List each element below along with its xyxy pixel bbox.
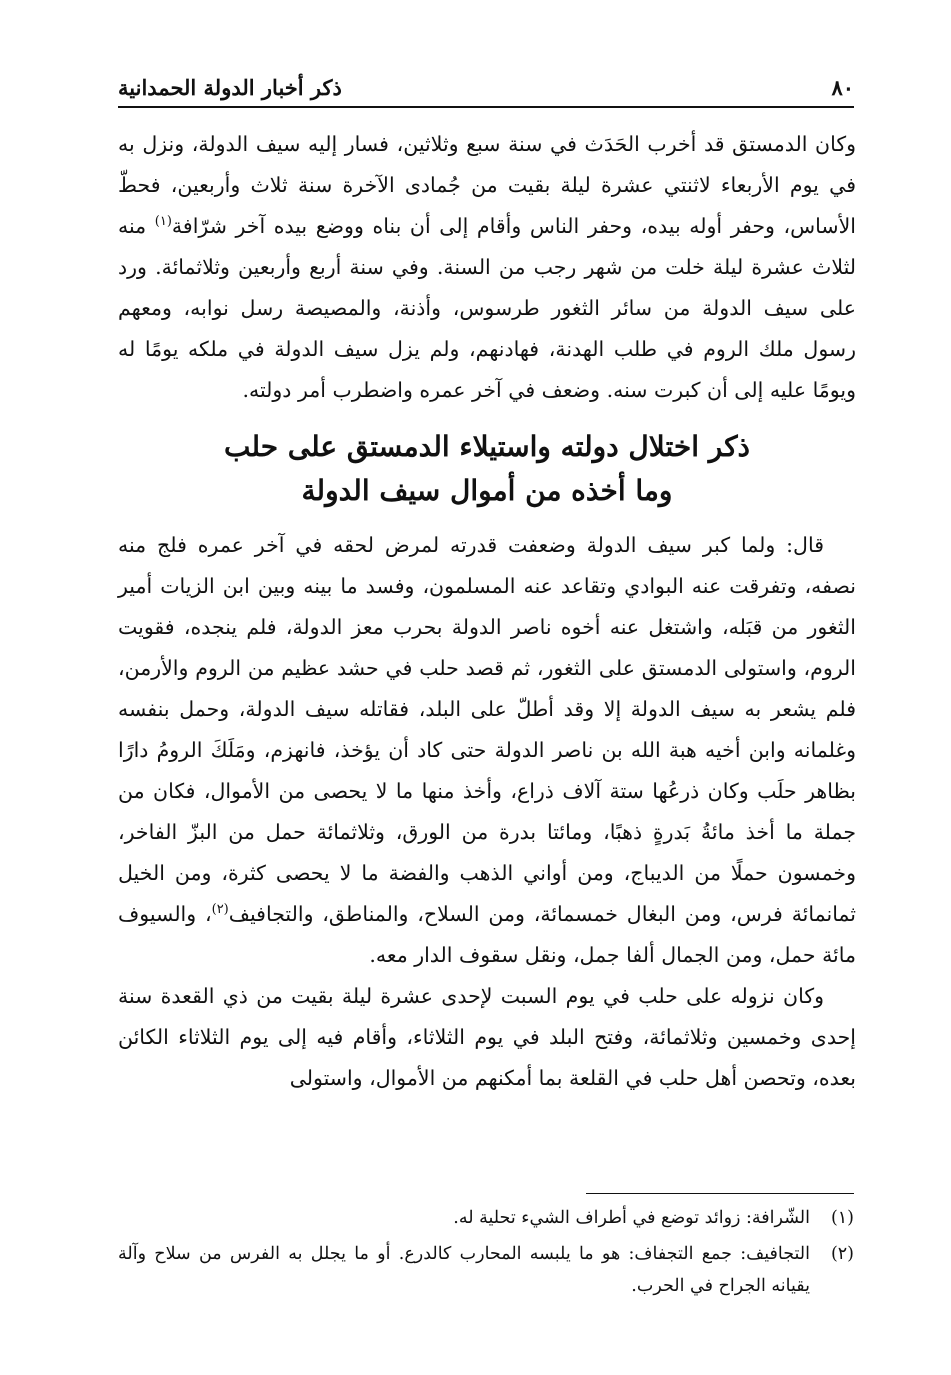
footnote-1-text: الشّرافة: زوائد توضع في أطراف الشيء تحلية له. — [453, 1208, 810, 1228]
section-heading-line-2: وما أخذه من أموال سيف الدولة — [301, 474, 673, 507]
paragraph-1 — [118, 124, 856, 411]
paragraph-2-text-b: ، والسيوف مائة حمل، ومن الجمال ألفا جمل، ونقل سقوف الدار معه. — [118, 902, 856, 967]
footnote-2 — [118, 1238, 854, 1302]
paragraph-2 — [118, 525, 856, 976]
paragraph-1-text-a: وكان الدمستق قد أخرب الحَدَث في سنة سبع وثلاثين، فسار إليه سيف الدولة، ونزل به في يوم الأربعاء لاثنتي عشرة ليلة بقيت من جُمادى الآخرة سنة ثلاث وأربعين، فحطّ الأساس، وحفر أوله بيده، وحفر الناس وأقام إلى أن بناه ووضع بيده آخر شرّافة — [118, 132, 856, 238]
main-text — [118, 124, 856, 1099]
section-heading-line-1: ذكر اختلال دولته واستيلاء الدمستق على حلب — [223, 430, 750, 463]
running-title: ذكر أخبار الدولة الحمدانية — [118, 74, 342, 100]
footnote-ref-2[interactable]: (٢) — [211, 902, 229, 918]
footnotes — [118, 1202, 854, 1306]
paragraph-1-text-b: منه لثلاث عشرة ليلة خلت من شهر رجب من السنة. وفي سنة أربع وأربعين وثلاثمائة. ورد على سيف الدولة من سائر الثغور طرسوس، وأذنة، والمصيصة رسل نوابه، ومعهم رسول ملك الروم في طلب الهدنة، فهادنهم، ولم يزل سيف الدولة في ملكه يومًا له ويومًا عليه إلى أن كبرت سنه. وضعف في آخر عمره واضطرب أمر دولته. — [118, 214, 856, 402]
footnote-2-text: التجافيف: جمع التجفاف: هو ما يلبسه المحارب كالدرع. أو ما يجلل به الفرس من سلاح وآلة يقيانه الجراح في الحرب. — [118, 1244, 810, 1296]
footnote-ref-1[interactable]: (١) — [154, 214, 172, 230]
page-number: ٨٠ — [831, 74, 854, 100]
header-rule — [118, 106, 854, 108]
page-header — [118, 72, 854, 102]
section-heading — [118, 425, 856, 513]
footnote-1 — [118, 1202, 854, 1234]
paragraph-3 — [118, 976, 856, 1099]
footnote-2-number: (٢) — [830, 1244, 854, 1264]
paragraph-2-text-a: قال: ولما كبر سيف الدولة وضعفت قدرته لمرض لحقه في آخر عمره فلج منه نصفه، وتفرقت عنه البوادي وتقاعد عنه المسلمون، وفسد ما بينه وبين ابن الزيات أمير الثغور من قبَله، واشتغل عنه أخوه ناصر الدولة بحرب معز الدولة، فلم ينجده، فقويت الروم، واستولى الدمستق على الثغور، ثم قصد حلب في حشد عظيم من الروم والأرمن، فلم يشعر به سيف الدولة إلا وقد أطلّ على البلد، فقاتله سيف الدولة، وحمل بنفسه وغلمانه وابن أخيه هبة الله بن ناصر الدولة حتى كاد أن يؤخذ، فانهزم، ومَلَكَ الرومُ دارًا بظاهر حلَب وكان ذرعُها ستة آلاف ذراع، وأخذ منها ما لا يحصى من الأموال، فكان من جملة ما أخذ مائةُ بَدرةٍ ذهبًا، ومائتا بدرة من الورق، وثلاثمائة حمل من البزّ الفاخر، وخمسون حملًا من الديباج، ومن أواني الذهب والفضة ما لا يحصى كثرة، ومن الخيل ثمانمائة فرس، ومن البغال خمسمائة، ومن السلاح، والمناطق، والتجافيف — [118, 533, 856, 926]
footnote-1-number: (١) — [830, 1208, 854, 1228]
footnotes-rule — [586, 1193, 854, 1194]
paragraph-3-text: وكان نزوله على حلب في يوم السبت لإحدى عشرة ليلة بقيت من ذي القعدة سنة إحدى وخمسين وثلاثمائة، وفتح البلد في يوم الثلاثاء، وأقام فيه إلى يوم الثلاثاء الكائن بعده، وتحصن أهل حلب في القلعة بما أمكنهم من الأموال، واستولى — [118, 984, 856, 1090]
